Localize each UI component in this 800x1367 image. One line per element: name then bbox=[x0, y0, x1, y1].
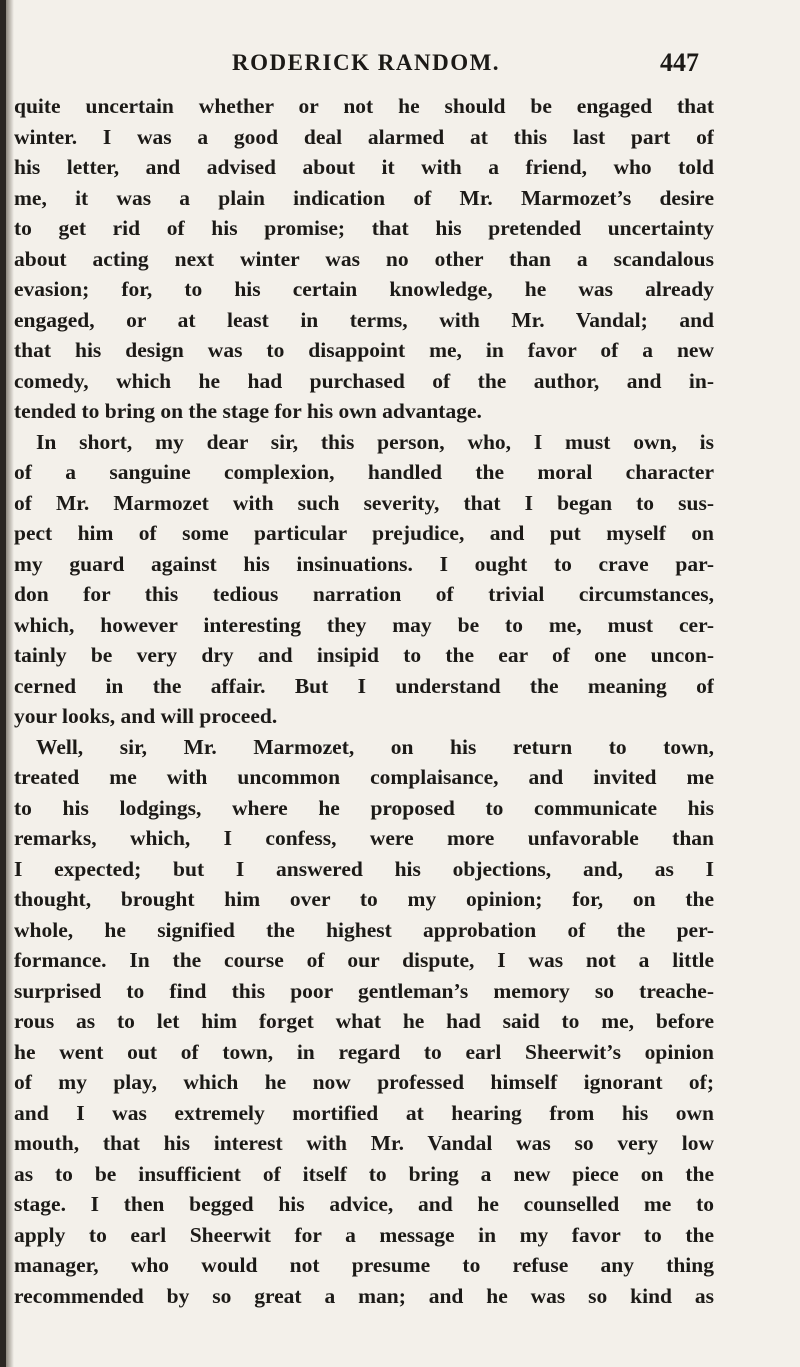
text-line: me, it was a plain indication of Mr. Marmozet’s desire bbox=[14, 185, 714, 210]
text-line: your looks, and will proceed. bbox=[14, 704, 278, 728]
text-line: manager, who would not presume to refuse any thing bbox=[14, 1253, 714, 1277]
text-line: his letter, and advised about it with a friend, who told bbox=[14, 155, 714, 179]
text-line: recommended by so great a man; and he was so kind as bbox=[14, 1283, 714, 1308]
text-line: comedy, which he had purchased of the author, and in- bbox=[14, 368, 714, 393]
text-line: formance. In the course of our dispute, I was not a little bbox=[14, 948, 714, 972]
text-line: to his lodgings, where he proposed to communicate his bbox=[14, 795, 714, 820]
text-line: of my play, which he now professed himself ignorant of; bbox=[14, 1070, 714, 1094]
page-header bbox=[0, 48, 800, 88]
text-line: he went out of town, in regard to earl Sheerwit’s opinion bbox=[14, 1039, 714, 1064]
text-line: surprised to find this poor gentleman’s memory so treache- bbox=[14, 978, 714, 1003]
text-line: my guard against his insinuations. I ought to crave par- bbox=[14, 551, 714, 576]
text-line: apply to earl Sheerwit for a message in my favor to the bbox=[14, 1222, 714, 1247]
text-line: In short, my dear sir, this person, who, I must own, is bbox=[36, 429, 714, 454]
text-line: about acting next winter was no other than a scandalous bbox=[14, 246, 714, 271]
text-line: cerned in the affair. But I understand the meaning of bbox=[14, 673, 714, 698]
text-line: that his design was to disappoint me, in favor of a new bbox=[14, 338, 714, 362]
text-line: treated me with uncommon complaisance, and invited me bbox=[14, 765, 714, 789]
text-line: engaged, or at least in terms, with Mr. Vandal; and bbox=[14, 307, 714, 332]
page-number: 447 bbox=[660, 48, 699, 77]
text-line: of a sanguine complexion, handled the moral character bbox=[14, 460, 714, 484]
text-line: tainly be very dry and insipid to the ear of one uncon- bbox=[14, 643, 714, 667]
text-line: as to be insufficient of itself to bring a new piece on the bbox=[14, 1161, 714, 1186]
text-line: of Mr. Marmozet with such severity, that I began to sus- bbox=[14, 490, 714, 515]
body-text bbox=[14, 91, 714, 1311]
text-line: stage. I then begged his advice, and he counselled me to bbox=[14, 1192, 714, 1216]
text-line: and I was extremely mortified at hearing from his own bbox=[14, 1100, 714, 1125]
text-line: Well, sir, Mr. Marmozet, on his return to town, bbox=[36, 734, 714, 759]
text-line: rous as to let him forget what he had said to me, before bbox=[14, 1009, 714, 1033]
text-line: whole, he signified the highest approbation of the per- bbox=[14, 917, 714, 942]
text-line: quite uncertain whether or not he should be engaged that bbox=[14, 94, 714, 118]
text-line: don for this tedious narration of trivial circumstances, bbox=[14, 582, 714, 606]
text-line: which, however interesting they may be to me, must cer- bbox=[14, 612, 714, 637]
text-line: thought, brought him over to my opinion; for, on the bbox=[14, 887, 714, 911]
text-line: tended to bring on the stage for his own advantage. bbox=[14, 399, 482, 423]
text-line: winter. I was a good deal alarmed at this last part of bbox=[14, 124, 714, 149]
text-line: I expected; but I answered his objections, and, as I bbox=[14, 856, 714, 881]
text-line: remarks, which, I confess, were more unfavorable than bbox=[14, 826, 714, 850]
text-line: mouth, that his interest with Mr. Vandal was so very low bbox=[14, 1131, 714, 1155]
gutter-shadow bbox=[6, 0, 14, 1367]
text-line: evasion; for, to his certain knowledge, he was already bbox=[14, 277, 714, 301]
text-line: to get rid of his promise; that his pretended uncertainty bbox=[14, 216, 714, 240]
running-head: RODERICK RANDOM. bbox=[232, 50, 501, 75]
text-line: pect him of some particular prejudice, and put myself on bbox=[14, 521, 714, 545]
